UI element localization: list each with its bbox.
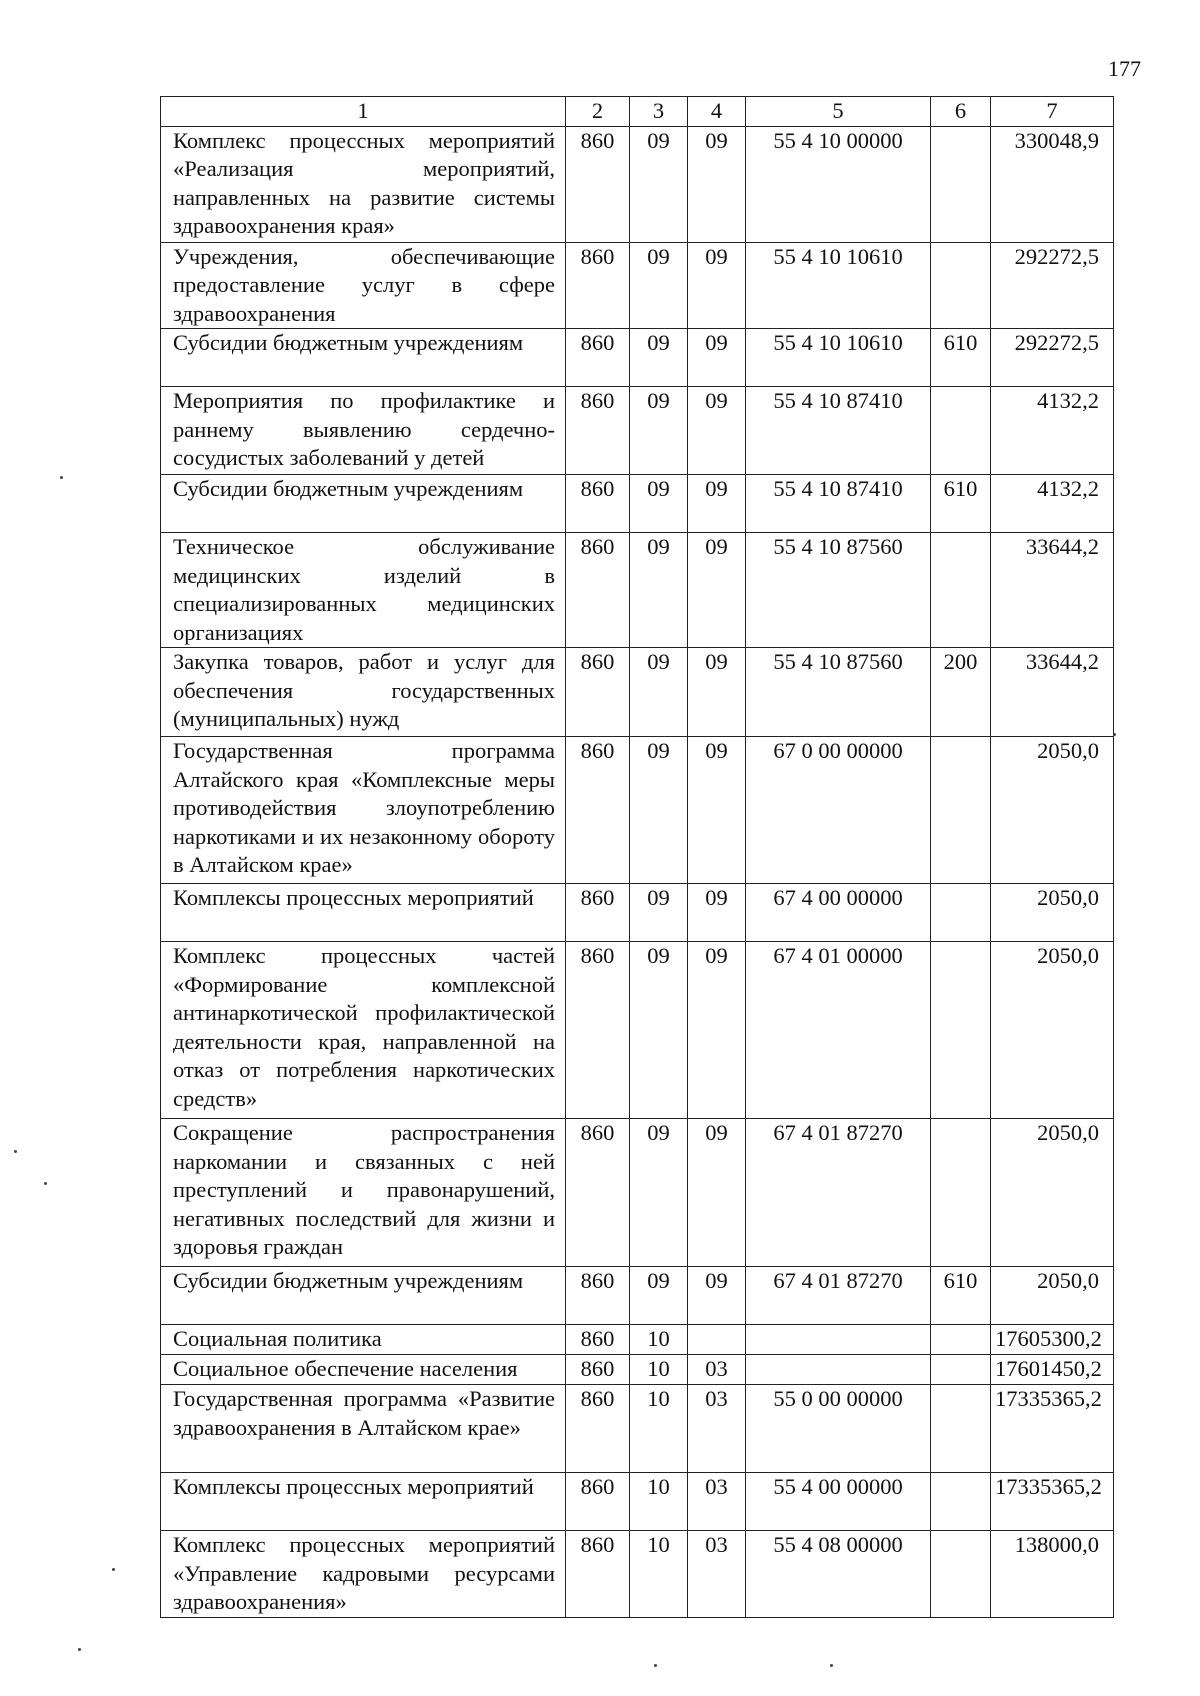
amount-cell: 33644,2 (991, 533, 1114, 648)
subsection-cell: 09 (688, 1267, 746, 1325)
expense-type-cell (931, 1385, 991, 1473)
amount-cell: 33644,2 (991, 648, 1114, 737)
amount-cell: 138000,0 (991, 1531, 1114, 1618)
row-name-cell: Техническое обслуживание медицинских изделий в специализированных медицинских организациях (161, 533, 566, 648)
section-cell: 10 (630, 1385, 688, 1473)
code-cell: 860 (566, 1385, 630, 1473)
section-cell: 09 (630, 329, 688, 387)
target-article-cell: 55 4 10 10610 (746, 242, 931, 329)
code-cell: 860 (566, 1267, 630, 1325)
amount-cell: 2050,0 (991, 884, 1114, 942)
expense-type-cell: 610 (931, 329, 991, 387)
subsection-cell: 09 (688, 648, 746, 737)
target-article-cell: 67 4 01 87270 (746, 1119, 931, 1267)
row-name-cell: Государственная программа Алтайского края «Комплексные меры противодействия злоупотреблению наркотиками и их незаконному обороту в Алтайском крае» (161, 737, 566, 884)
subsection-cell: 09 (688, 475, 746, 533)
row-name-cell: Комплекс процессных частей «Формирование комплексной антинаркотической профилактической деятельности края, направленной на отказ от потребления наркотических средств» (161, 942, 566, 1119)
expense-type-cell (931, 1531, 991, 1618)
subsection-cell: 09 (688, 533, 746, 648)
row-name-cell: Учреждения, обеспечивающие предоставление услуг в сфере здравоохранения (161, 242, 566, 329)
expense-type-cell (931, 387, 991, 475)
budget-table (160, 96, 1114, 1618)
scan-speck (60, 476, 63, 479)
row-name-cell: Социальное обеспечение населения (161, 1355, 566, 1385)
amount-cell: 17335365,2 (991, 1473, 1114, 1531)
subsection-cell: 03 (688, 1531, 746, 1618)
amount-cell: 4132,2 (991, 387, 1114, 475)
section-cell: 09 (630, 533, 688, 648)
section-cell: 10 (630, 1355, 688, 1385)
target-article-cell: 55 4 08 00000 (746, 1531, 931, 1618)
code-cell: 860 (566, 242, 630, 329)
row-name-cell: Сокращение распространения наркомании и связанных с ней преступлений и правонарушений, негативных последствий для жизни и здоровья граждан (161, 1119, 566, 1267)
scan-speck (1113, 733, 1116, 736)
table-row (161, 329, 1114, 387)
target-article-cell: 67 4 01 87270 (746, 1267, 931, 1325)
scan-speck (654, 1664, 657, 1667)
column-header: 3 (630, 97, 688, 127)
amount-cell: 17601450,2 (991, 1355, 1114, 1385)
row-name-cell: Субсидии бюджетным учреждениям (161, 329, 566, 387)
column-header: 4 (688, 97, 746, 127)
code-cell: 860 (566, 329, 630, 387)
section-cell: 09 (630, 475, 688, 533)
amount-cell: 292272,5 (991, 329, 1114, 387)
table-row (161, 1531, 1114, 1618)
code-cell: 860 (566, 1531, 630, 1618)
table-row (161, 387, 1114, 475)
section-cell: 10 (630, 1325, 688, 1355)
target-article-cell: 55 4 10 87410 (746, 387, 931, 475)
section-cell: 09 (630, 242, 688, 329)
row-name-cell: Комплексы процессных мероприятий (161, 1473, 566, 1531)
column-number-row (161, 97, 1114, 127)
table-row (161, 1385, 1114, 1473)
row-name-cell: Социальная политика (161, 1325, 566, 1355)
section-cell: 09 (630, 942, 688, 1119)
expense-type-cell (931, 1119, 991, 1267)
section-cell: 09 (630, 387, 688, 475)
scan-speck (14, 1150, 17, 1153)
expense-type-cell (931, 884, 991, 942)
target-article-cell: 67 4 00 00000 (746, 884, 931, 942)
subsection-cell: 09 (688, 884, 746, 942)
code-cell: 860 (566, 475, 630, 533)
target-article-cell: 55 4 10 10610 (746, 329, 931, 387)
amount-cell: 4132,2 (991, 475, 1114, 533)
column-header: 2 (566, 97, 630, 127)
code-cell: 860 (566, 533, 630, 648)
expense-type-cell (931, 242, 991, 329)
table-row (161, 475, 1114, 533)
code-cell: 860 (566, 126, 630, 242)
target-article-cell: 55 4 10 00000 (746, 126, 931, 242)
expense-type-cell (931, 1325, 991, 1355)
subsection-cell: 09 (688, 942, 746, 1119)
row-name-cell: Комплекс процессных мероприятий «Реализация мероприятий, направленных на развитие системы здравоохранения края» (161, 126, 566, 242)
section-cell: 09 (630, 648, 688, 737)
code-cell: 860 (566, 1473, 630, 1531)
target-article-cell: 67 4 01 00000 (746, 942, 931, 1119)
amount-cell: 292272,5 (991, 242, 1114, 329)
code-cell: 860 (566, 1325, 630, 1355)
amount-cell: 2050,0 (991, 1119, 1114, 1267)
expense-type-cell: 200 (931, 648, 991, 737)
expense-type-cell (931, 737, 991, 884)
amount-cell: 2050,0 (991, 1267, 1114, 1325)
subsection-cell: 09 (688, 1119, 746, 1267)
table-row (161, 533, 1114, 648)
section-cell: 10 (630, 1531, 688, 1618)
column-header: 6 (931, 97, 991, 127)
code-cell: 860 (566, 387, 630, 475)
table-row (161, 126, 1114, 242)
subsection-cell: 03 (688, 1473, 746, 1531)
expense-type-cell (931, 1473, 991, 1531)
row-name-cell: Комплекс процессных мероприятий «Управление кадровыми ресурсами здравоохранения» (161, 1531, 566, 1618)
expense-type-cell: 610 (931, 475, 991, 533)
table-row (161, 737, 1114, 884)
code-cell: 860 (566, 1355, 630, 1385)
section-cell: 09 (630, 884, 688, 942)
subsection-cell: 03 (688, 1355, 746, 1385)
table-row (161, 1355, 1114, 1385)
row-name-cell: Комплексы процессных мероприятий (161, 884, 566, 942)
expense-type-cell (931, 942, 991, 1119)
amount-cell: 330048,9 (991, 126, 1114, 242)
code-cell: 860 (566, 884, 630, 942)
row-name-cell: Субсидии бюджетным учреждениям (161, 475, 566, 533)
target-article-cell: 55 4 10 87410 (746, 475, 931, 533)
code-cell: 860 (566, 942, 630, 1119)
page-number: 177 (1108, 56, 1141, 81)
section-cell: 09 (630, 1267, 688, 1325)
subsection-cell: 09 (688, 329, 746, 387)
column-header: 5 (746, 97, 931, 127)
expense-type-cell (931, 533, 991, 648)
amount-cell: 17335365,2 (991, 1385, 1114, 1473)
section-cell: 09 (630, 126, 688, 242)
column-header: 7 (991, 97, 1114, 127)
subsection-cell: 09 (688, 126, 746, 242)
target-article-cell: 55 0 00 00000 (746, 1385, 931, 1473)
subsection-cell: 03 (688, 1385, 746, 1473)
section-cell: 10 (630, 1473, 688, 1531)
expense-type-cell (931, 1355, 991, 1385)
target-article-cell: 55 4 10 87560 (746, 648, 931, 737)
column-header: 1 (161, 97, 566, 127)
subsection-cell: 09 (688, 737, 746, 884)
table-row (161, 884, 1114, 942)
target-article-cell (746, 1355, 931, 1385)
target-article-cell: 55 4 10 87560 (746, 533, 931, 648)
target-article-cell: 55 4 00 00000 (746, 1473, 931, 1531)
code-cell: 860 (566, 648, 630, 737)
section-cell: 09 (630, 737, 688, 884)
subsection-cell (688, 1325, 746, 1355)
target-article-cell (746, 1325, 931, 1355)
row-name-cell: Мероприятия по профилактике и раннему выявлению сердечно-сосудистых заболеваний у детей (161, 387, 566, 475)
row-name-cell: Закупка товаров, работ и услуг для обеспечения государственных (муниципальных) нужд (161, 648, 566, 737)
table-row (161, 648, 1114, 737)
table-row (161, 1267, 1114, 1325)
expense-type-cell: 610 (931, 1267, 991, 1325)
scan-speck (830, 1664, 833, 1667)
scan-speck (44, 1182, 47, 1185)
amount-cell: 2050,0 (991, 942, 1114, 1119)
code-cell: 860 (566, 1119, 630, 1267)
scan-speck (112, 1568, 115, 1571)
table-row (161, 1473, 1114, 1531)
subsection-cell: 09 (688, 387, 746, 475)
row-name-cell: Государственная программа «Развитие здравоохранения в Алтайском крае» (161, 1385, 566, 1473)
target-article-cell: 67 0 00 00000 (746, 737, 931, 884)
section-cell: 09 (630, 1119, 688, 1267)
code-cell: 860 (566, 737, 630, 884)
subsection-cell: 09 (688, 242, 746, 329)
expense-type-cell (931, 126, 991, 242)
table-row (161, 1325, 1114, 1355)
scan-speck (78, 1648, 81, 1651)
row-name-cell: Субсидии бюджетным учреждениям (161, 1267, 566, 1325)
table-row (161, 1119, 1114, 1267)
table-row (161, 942, 1114, 1119)
table-row (161, 242, 1114, 329)
amount-cell: 2050,0 (991, 737, 1114, 884)
amount-cell: 17605300,2 (991, 1325, 1114, 1355)
